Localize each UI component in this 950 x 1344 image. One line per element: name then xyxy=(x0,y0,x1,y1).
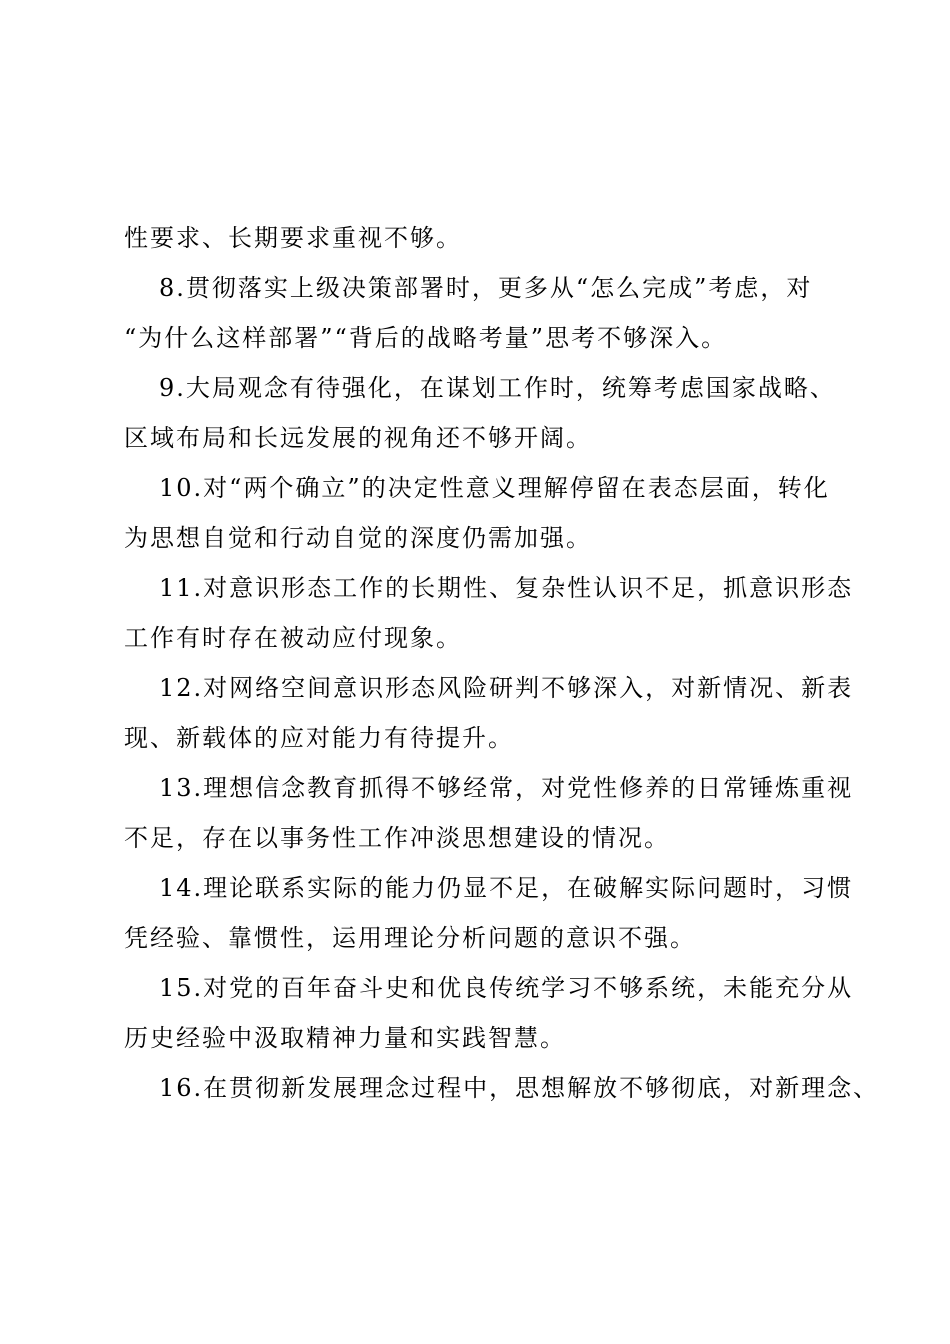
text-line: 10.对“两个确立”的决定性意义理解停留在表态层面，转化 xyxy=(159,474,830,502)
text-line: 8.贯彻落实上级决策部署时，更多从“怎么完成”考虑，对 xyxy=(159,274,813,302)
text-line: 11.对意识形态工作的长期性、复杂性认识不足，抓意识形态 xyxy=(159,574,854,602)
text-line: 13.理想信念教育抓得不够经常，对党性修养的日常锤炼重视 xyxy=(159,774,854,802)
text-line: 区域布局和长远发展的视角还不够开阔。 xyxy=(124,424,592,452)
text-line: 为思想自觉和行动自觉的深度仍需加强。 xyxy=(124,524,592,552)
text-line: “为什么这样部署”“背后的战略考量”思考不够深入。 xyxy=(124,324,728,352)
text-line: 现、新载体的应对能力有待提升。 xyxy=(124,724,514,752)
text-line: 工作有时存在被动应付现象。 xyxy=(124,624,462,652)
text-line: 14.理论联系实际的能力仍显不足，在破解实际问题时，习惯 xyxy=(159,874,854,902)
text-line: 9.大局观念有待强化，在谋划工作时，统筹考虑国家战略、 xyxy=(159,374,836,402)
text-line: 历史经验中汲取精神力量和实践智慧。 xyxy=(124,1024,566,1052)
text-line: 性要求、长期要求重视不够。 xyxy=(124,224,462,252)
text-line: 不足，存在以事务性工作冲淡思想建设的情况。 xyxy=(124,824,670,852)
text-line: 16.在贯彻新发展理念过程中，思想解放不够彻底，对新理念、 xyxy=(159,1074,880,1102)
text-line: 凭经验、靠惯性，运用理论分析问题的意识不强。 xyxy=(124,924,696,952)
text-line: 15.对党的百年奋斗史和优良传统学习不够系统，未能充分从 xyxy=(159,974,854,1002)
text-line: 12.对网络空间意识形态风险研判不够深入，对新情况、新表 xyxy=(159,674,854,702)
